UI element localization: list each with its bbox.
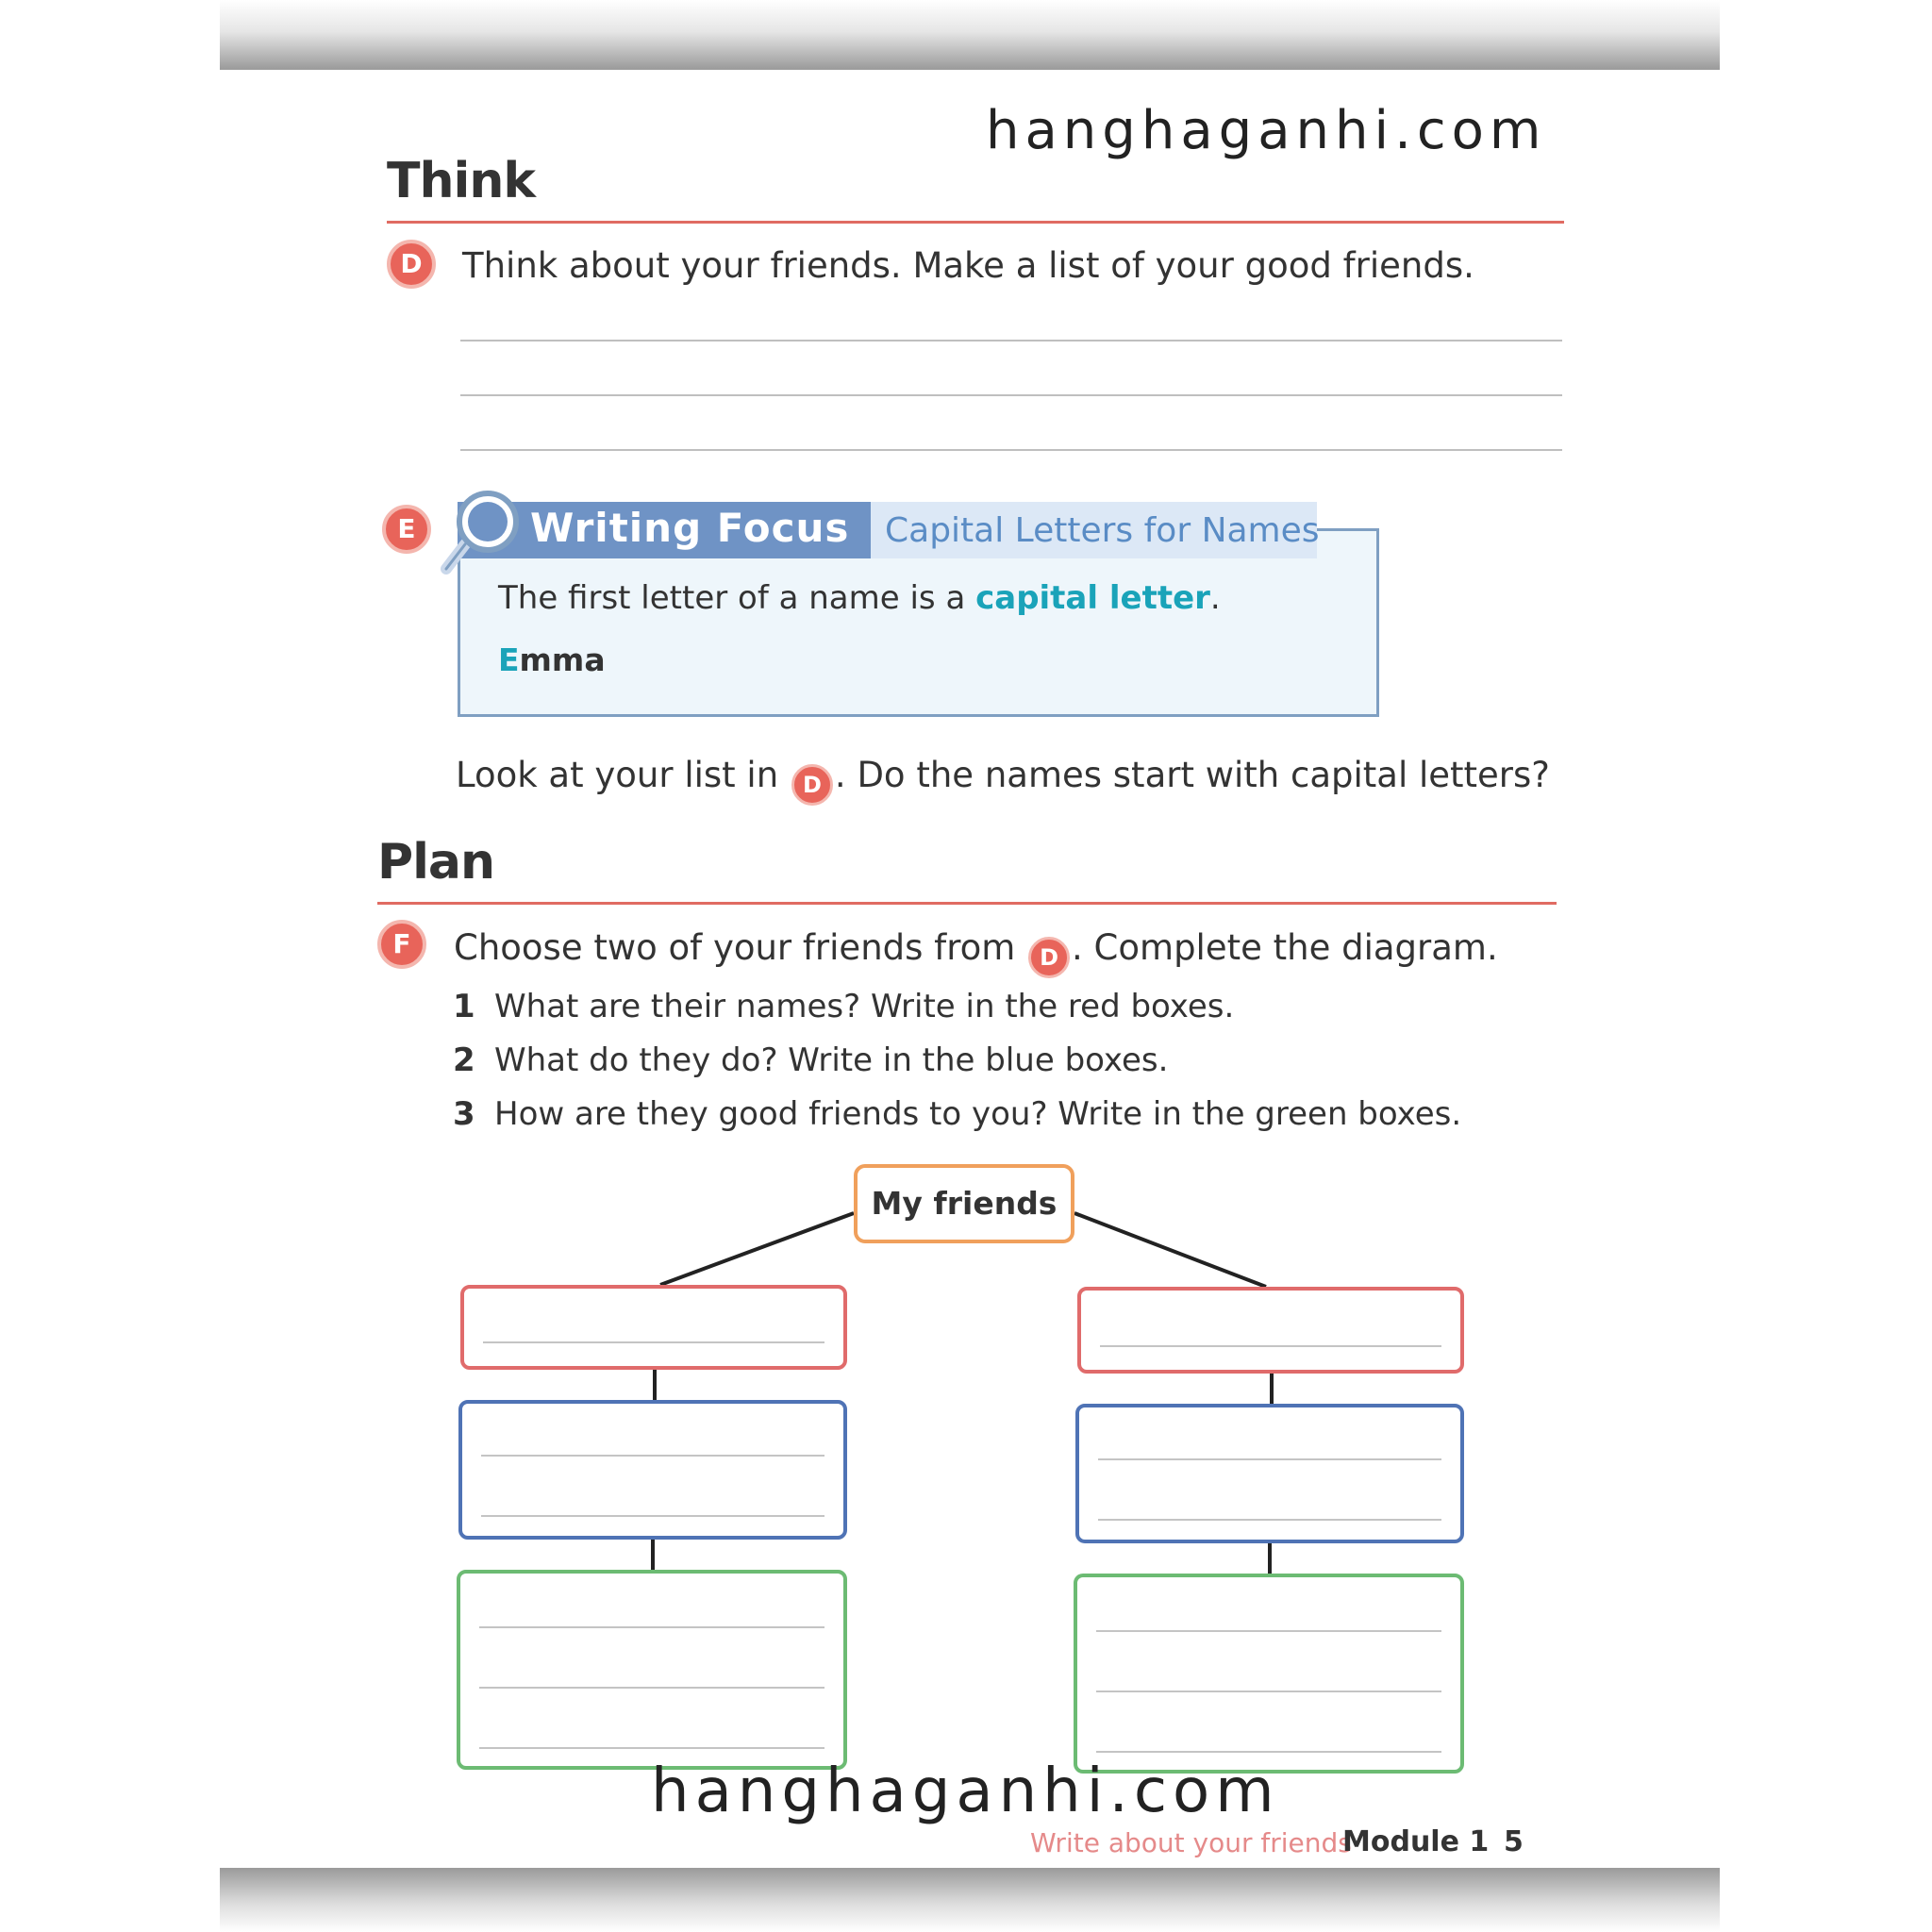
example-capital-letter: E: [498, 641, 520, 678]
box-line: [1098, 1458, 1441, 1460]
section-title-plan: Plan: [377, 834, 495, 891]
box-line: [481, 1515, 824, 1517]
step-number: 2: [453, 1041, 475, 1079]
activity-badge-f: F: [377, 920, 426, 969]
watermark-bottom: hanghaganhi.com: [651, 1757, 1280, 1826]
box-line: [479, 1626, 824, 1628]
step-text: What do they do? Write in the blue boxes.: [494, 1041, 1169, 1079]
footer-page-number: 5: [1504, 1825, 1524, 1858]
rule-text-after: .: [1209, 579, 1221, 617]
activity-badge-e: E: [382, 505, 431, 554]
right-name-box[interactable]: [1077, 1287, 1464, 1374]
box-line: [479, 1747, 824, 1749]
footer-topic: Write about your friends: [1030, 1827, 1352, 1858]
footer-module: Module 1: [1342, 1825, 1490, 1858]
left-activity-box[interactable]: [458, 1400, 847, 1540]
connector-root-left: [660, 1213, 854, 1285]
activity-d-instruction: Think about your friends. Make a list of your good friends.: [462, 245, 1474, 286]
section-title-think: Think: [387, 153, 535, 209]
box-line: [479, 1687, 824, 1689]
writing-focus-title: Writing Focus: [530, 505, 850, 551]
example-rest: mma: [519, 641, 606, 678]
box-line: [483, 1341, 824, 1343]
box-line: [1096, 1690, 1441, 1692]
box-line: [1098, 1519, 1441, 1521]
writing-focus-subtitle: Capital Letters for Names: [885, 511, 1320, 550]
question-text-before: Look at your list in: [456, 755, 790, 795]
rule-highlight: capital letter: [975, 579, 1210, 617]
activity-badge-d: D: [387, 240, 436, 289]
f-text-after: . Complete the diagram.: [1072, 927, 1498, 968]
f-badge-d: D: [1028, 937, 1070, 978]
question-text-after: . Do the names start with capital letters?: [834, 755, 1550, 795]
box-line: [1100, 1345, 1441, 1347]
watermark-top: hanghaganhi.com: [986, 100, 1547, 161]
question-badge-d: D: [791, 764, 833, 806]
box-line: [481, 1455, 824, 1457]
left-name-box[interactable]: [460, 1285, 847, 1370]
diagram-root-box: My friends: [854, 1164, 1074, 1243]
right-activity-box[interactable]: [1075, 1404, 1464, 1543]
f-text-before: Choose two of your friends from: [454, 927, 1027, 968]
right-friendship-box[interactable]: [1074, 1574, 1464, 1774]
step-text: How are they good friends to you? Write in the green boxes.: [494, 1095, 1462, 1133]
step-text: What are their names? Write in the red boxes.: [494, 988, 1235, 1025]
step-number: 1: [453, 988, 475, 1025]
box-line: [1096, 1630, 1441, 1632]
rule-text-before: The first letter of a name is a: [498, 579, 976, 617]
step-number: 3: [453, 1095, 475, 1133]
left-friendship-box[interactable]: [457, 1570, 847, 1770]
connector-root-right: [1074, 1213, 1266, 1287]
box-line: [1096, 1751, 1441, 1753]
